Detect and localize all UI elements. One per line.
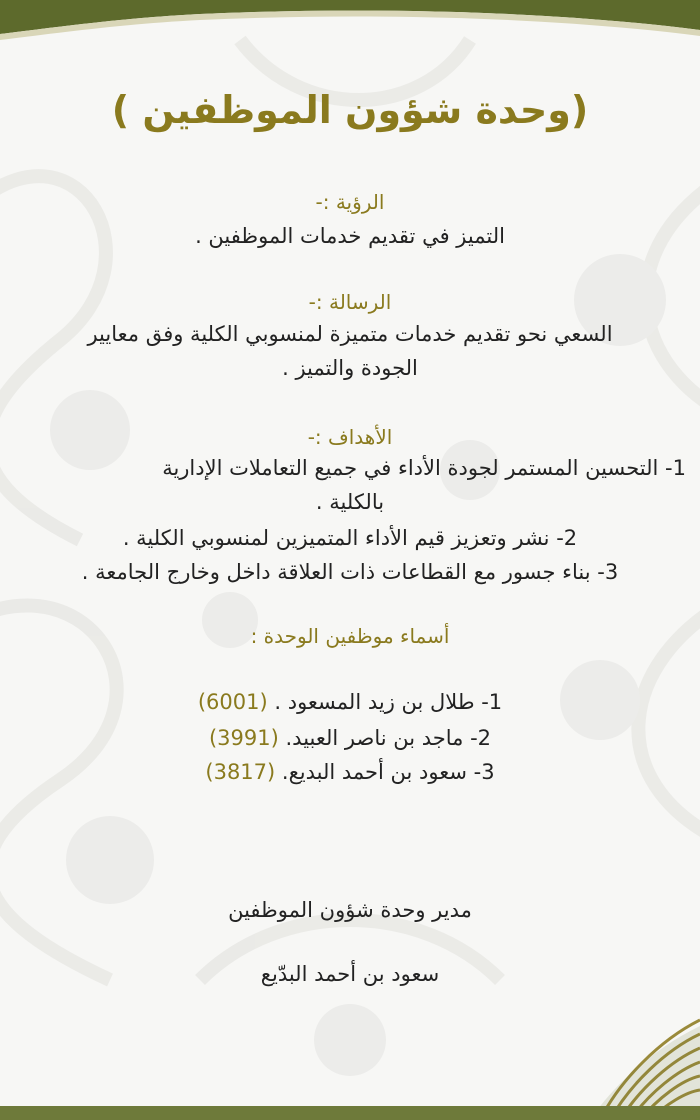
vision-label: الرؤية :- <box>315 190 385 214</box>
goals-label: الأهداف :- <box>307 425 393 449</box>
mission-text-line1: السعي نحو تقديم خدمات متميزة لمنسوبي الكلية وفق معايير <box>87 322 613 346</box>
employee-name: 1- طلال بن زيد المسعود . <box>274 690 503 714</box>
employee-id: (3817) <box>205 760 276 784</box>
employee-id: (3991) <box>208 726 279 750</box>
goal-2: 2- نشر وتعزيز قيم الأداء المتميزين لمنسوبي الكلية . <box>122 526 578 550</box>
employee-item <box>0 726 700 750</box>
mission-label: الرسالة :- <box>308 290 392 314</box>
mission-text-line2: الجودة والتميز . <box>282 356 418 380</box>
corner-wave-decoration <box>580 980 700 1120</box>
goal-1-line2: بالكلية . <box>315 490 385 514</box>
goal-3: 3- بناء جسور مع القطاعات ذات العلاقة داخل وخارج الجامعة . <box>81 560 619 584</box>
employee-item <box>0 760 700 784</box>
page-title: (وحدة شؤون الموظفين ) <box>111 88 589 132</box>
employee-item <box>0 690 700 714</box>
goal-1-line1: 1- التحسين المستمر لجودة الأداء في جميع التعاملات الإدارية <box>162 456 686 480</box>
top-decorative-band <box>0 0 700 40</box>
bottom-decorative-bar <box>0 1106 700 1120</box>
employee-name: 2- ماجد بن ناصر العبيد. <box>285 726 492 750</box>
vision-text: التميز في تقديم خدمات الموظفين . <box>195 224 505 248</box>
signature-role: مدير وحدة شؤون الموظفين <box>228 898 472 922</box>
employee-name: 3- سعود بن أحمد البديع. <box>281 760 495 784</box>
employee-id: (6001) <box>197 690 268 714</box>
signature-name: سعود بن أحمد البدّيع <box>260 962 440 986</box>
employees-label: أسماء موظفين الوحدة : <box>250 624 450 648</box>
